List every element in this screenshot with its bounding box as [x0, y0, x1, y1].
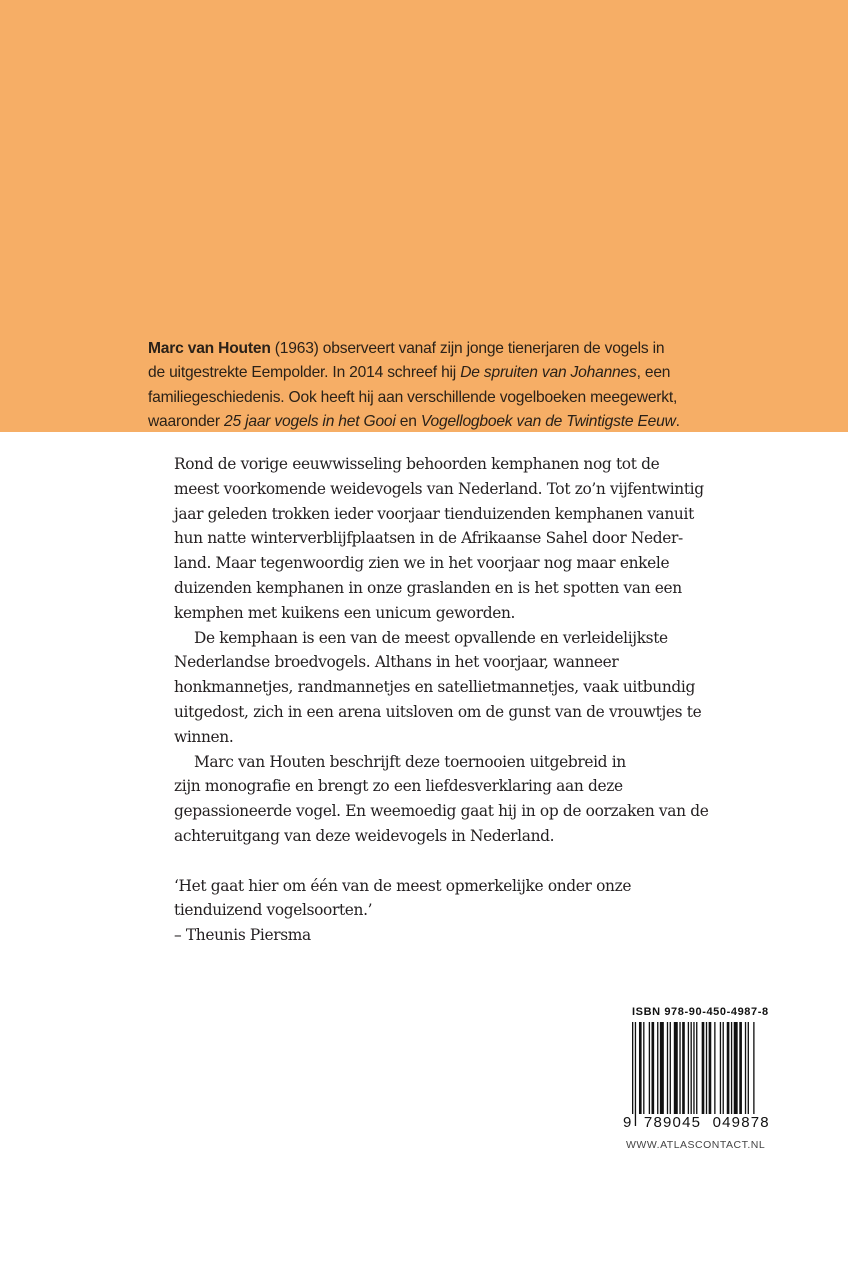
text-line: achteruitgang van deze weidevogels in Nederland. [174, 826, 555, 845]
blurb-text [174, 452, 708, 948]
bio-text: familiegeschiedenis. Ook heeft hij aan verschillende vogelboeken meegewerkt, [148, 388, 678, 406]
barcode-bar [667, 1022, 668, 1114]
barcode-bar [696, 1022, 697, 1126]
publisher-url: WWW.ATLASCONTACT.NL [626, 1139, 766, 1151]
bio-text: (1963) observeert vanaf zijn jonge tienerjaren de vogels in [270, 340, 665, 357]
book-title: De spruiten van Johannes [460, 364, 637, 382]
barcode-digits-right: 049878 [712, 1114, 770, 1131]
barcode-bar [643, 1022, 644, 1114]
quote-line: tienduizend vogelsoorten.’ [174, 901, 373, 920]
barcode-bar [731, 1022, 732, 1114]
text-line: gepassioneerde vogel. En weemoedig gaat hij in op de oorzaken van de [174, 802, 709, 821]
text-line: winnen. [174, 727, 234, 746]
barcode-bar [727, 1022, 730, 1114]
barcode-bar [702, 1022, 705, 1114]
barcode-bar [753, 1022, 754, 1126]
text-line: hun natte winterverblijfplaatsen in de Afrikaanse Sahel door Neder- [174, 529, 683, 548]
barcode-bar [739, 1022, 742, 1114]
barcode-bar [670, 1022, 671, 1114]
bio-text: en [395, 412, 421, 430]
bio-text: , een [636, 364, 671, 382]
barcode-bar [639, 1022, 642, 1114]
barcode-bar [657, 1022, 658, 1114]
barcode-bar [652, 1022, 655, 1114]
author-bio [148, 337, 680, 434]
barcode-bar [649, 1022, 650, 1114]
barcode-bar [660, 1022, 664, 1114]
text-line: meest voorkomende weidevogels van Nederland. Tot zo’n vijfentwintig [174, 479, 704, 498]
barcode-digits [622, 1114, 771, 1131]
isbn-barcode [622, 1006, 770, 1156]
barcode-bar [745, 1022, 746, 1114]
text-line: honkmannetjes, randmannetjes en satellietmannetjes, vaak uitbundig [174, 678, 695, 697]
barcode-digit-first: 9 [623, 1114, 633, 1131]
text-line: Marc van Houten beschrijft deze toernooien uitgebreid in [194, 752, 626, 771]
barcode-bar [674, 1022, 678, 1114]
book-title: Vogellogboek van de Twintigste Eeuw [420, 412, 676, 430]
barcode-bar [706, 1022, 707, 1114]
barcode-bars [632, 1022, 756, 1126]
barcode-bar [632, 1022, 633, 1126]
text-line: land. Maar tegenwoordig zien we in het voorjaar nog maar enkele [174, 554, 670, 573]
author-name: Marc van Houten [148, 340, 271, 357]
barcode-bar [734, 1022, 738, 1114]
bio-text: waaronder [148, 412, 225, 430]
paragraph-2 [174, 626, 708, 750]
text-line: Nederlandse broedvogels. Althans in het voorjaar, wanneer [174, 653, 619, 672]
barcode-bar [693, 1022, 694, 1126]
orange-header-panel [0, 0, 848, 432]
text-line: jaar geleden trokken ieder voorjaar tienduizenden kemphanen vanuit [174, 504, 694, 523]
paragraph-3 [174, 750, 708, 849]
barcode-bar [679, 1022, 680, 1114]
quote-attribution: – Theunis Piersma [174, 926, 311, 945]
barcode-bar [714, 1022, 715, 1114]
barcode-bar [709, 1022, 712, 1114]
text-line: Rond de vorige eeuwwisseling behoorden kemphanen nog tot de [174, 455, 660, 473]
isbn-number: ISBN 978-90-450-4987-8 [632, 1006, 769, 1018]
quote [174, 874, 708, 948]
barcode-bar [682, 1022, 685, 1114]
barcode-bar [691, 1022, 692, 1126]
bio-text: . [675, 412, 680, 430]
barcode-bar [635, 1022, 636, 1126]
quote-line: ‘Het gaat hier om één van de meest opmerkelijke onder onze [174, 876, 632, 895]
barcode-digits-left: 789045 [643, 1114, 702, 1131]
paragraph-1 [174, 452, 708, 626]
barcode-bar [748, 1022, 749, 1114]
text-line: zijn monografie en brengt zo een liefdesverklaring aan deze [174, 777, 623, 796]
text-line: De kemphaan is een van de meest opvallende en verleidelijkste [194, 628, 668, 647]
text-line: uitgedost, zich in een arena uitsloven om de gunst van de vrouwtjes te [174, 702, 702, 721]
text-line: duizenden kemphanen in onze graslanden en is het spotten van een [174, 578, 682, 597]
book-title: 25 jaar vogels in het Gooi [224, 412, 396, 430]
text-line: kemphen met kuikens een unicum geworden. [174, 603, 516, 622]
barcode-bar [720, 1022, 721, 1114]
bio-text: de uitgestrekte Eempolder. In 2014 schreef hij [148, 364, 461, 382]
barcode-bar [688, 1022, 689, 1114]
barcode-bar [723, 1022, 724, 1114]
